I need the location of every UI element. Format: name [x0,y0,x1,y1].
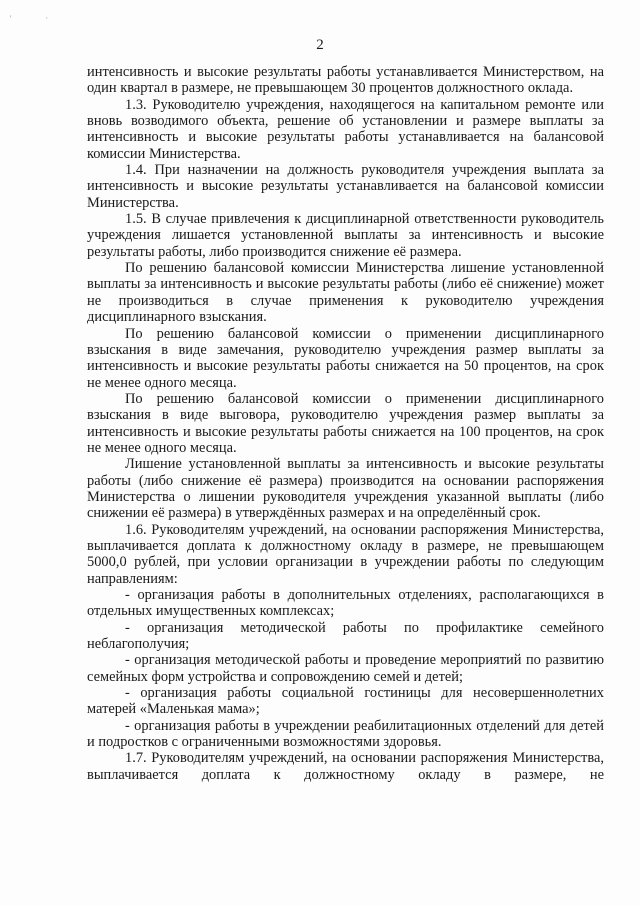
margin-marks: ' · [10,14,65,23]
list-item: - организация работы в дополнительных отделениях, располагающихся в отдельных имущественных комплексах; [87,587,604,620]
paragraph-1-7: 1.7. Руководителям учреждений, на основании распоряжения Министерства, выплачивается доплата к должностному окладу в размере, не [87,750,604,783]
paragraph-1-5: 1.5. В случае привлечения к дисциплинарной ответственности руководитель учреждения лишается установленной выплаты за интенсивность и высокие результаты работы, либо производится снижение её размера. [87,211,604,260]
paragraph-1-3: 1.3. Руководителю учреждения, находящегося на капитальном ремонте или вновь возводимого объекта, решение об установлении и размере выплаты за интенсивность и высокие результаты работы устанавливается на балансовой комиссии Министерства. [87,96,604,162]
paragraph-deprivation-basis: Лишение установленной выплаты за интенсивность и высокие результаты работы (либо снижение её размера) производится на основании распоряжения Министерства о лишении руководителя учреждения указанной выплаты (либо снижении её размера) в утверждённых размерах и на определённый срок. [87,456,604,522]
paragraph-continuation: интенсивность и высокие результаты работы устанавливается Министерством, на один квартал в размере, не превышающем 30 процентов должностного оклада. [87,64,604,97]
page-number: 2 [316,37,324,53]
list-item: - организация работы в учреждении реабилитационных отделений для детей и подростков с ограниченными возможностями здоровья. [87,717,604,751]
document-body [87,64,604,783]
paragraph-commission-decision: По решению балансовой комиссии Министерства лишение установленной выплаты за интенсивность и высокие результаты работы (либо её снижение) может не производиться в случае применения к руководителю учреждения дисциплинарного взыскания. [87,260,604,326]
paragraph-1-4: 1.4. При назначении на должность руководителя учреждения выплата за интенсивность и высокие результаты устанавливается на балансовой комиссии Министерства. [87,162,604,211]
list-item: - организация методической работы и проведение мероприятий по развитию семейных форм устройства и сопровождению семей и детей; [87,652,604,685]
list-item: - организация методической работы по профилактике семейного неблагополучия; [87,619,604,653]
paragraph-remark-reduction: По решению балансовой комиссии о применении дисциплинарного взыскания в виде замечания, руководителю учреждения размер выплаты за интенсивность и высокие результаты работы снижается на 50 процентов, на срок не менее одного месяца. [87,325,604,391]
list-item: - организация работы социальной гостиницы для несовершеннолетних матерей «Маленькая мама»; [87,685,604,718]
paragraph-reprimand-reduction: По решению балансовой комиссии о применении дисциплинарного взыскания в виде выговора, руководителю учреждения размер выплаты за интенсивность и высокие результаты работы снижается на 100 процентов, на срок не менее одного месяца. [87,390,604,456]
paragraph-1-6: 1.6. Руководителям учреждений, на основании распоряжения Министерства, выплачивается доплата к должностному окладу в размере, не превышающем 5000,0 рублей, при условии организации в учреждении работы по следующим направлениям: [87,521,604,587]
